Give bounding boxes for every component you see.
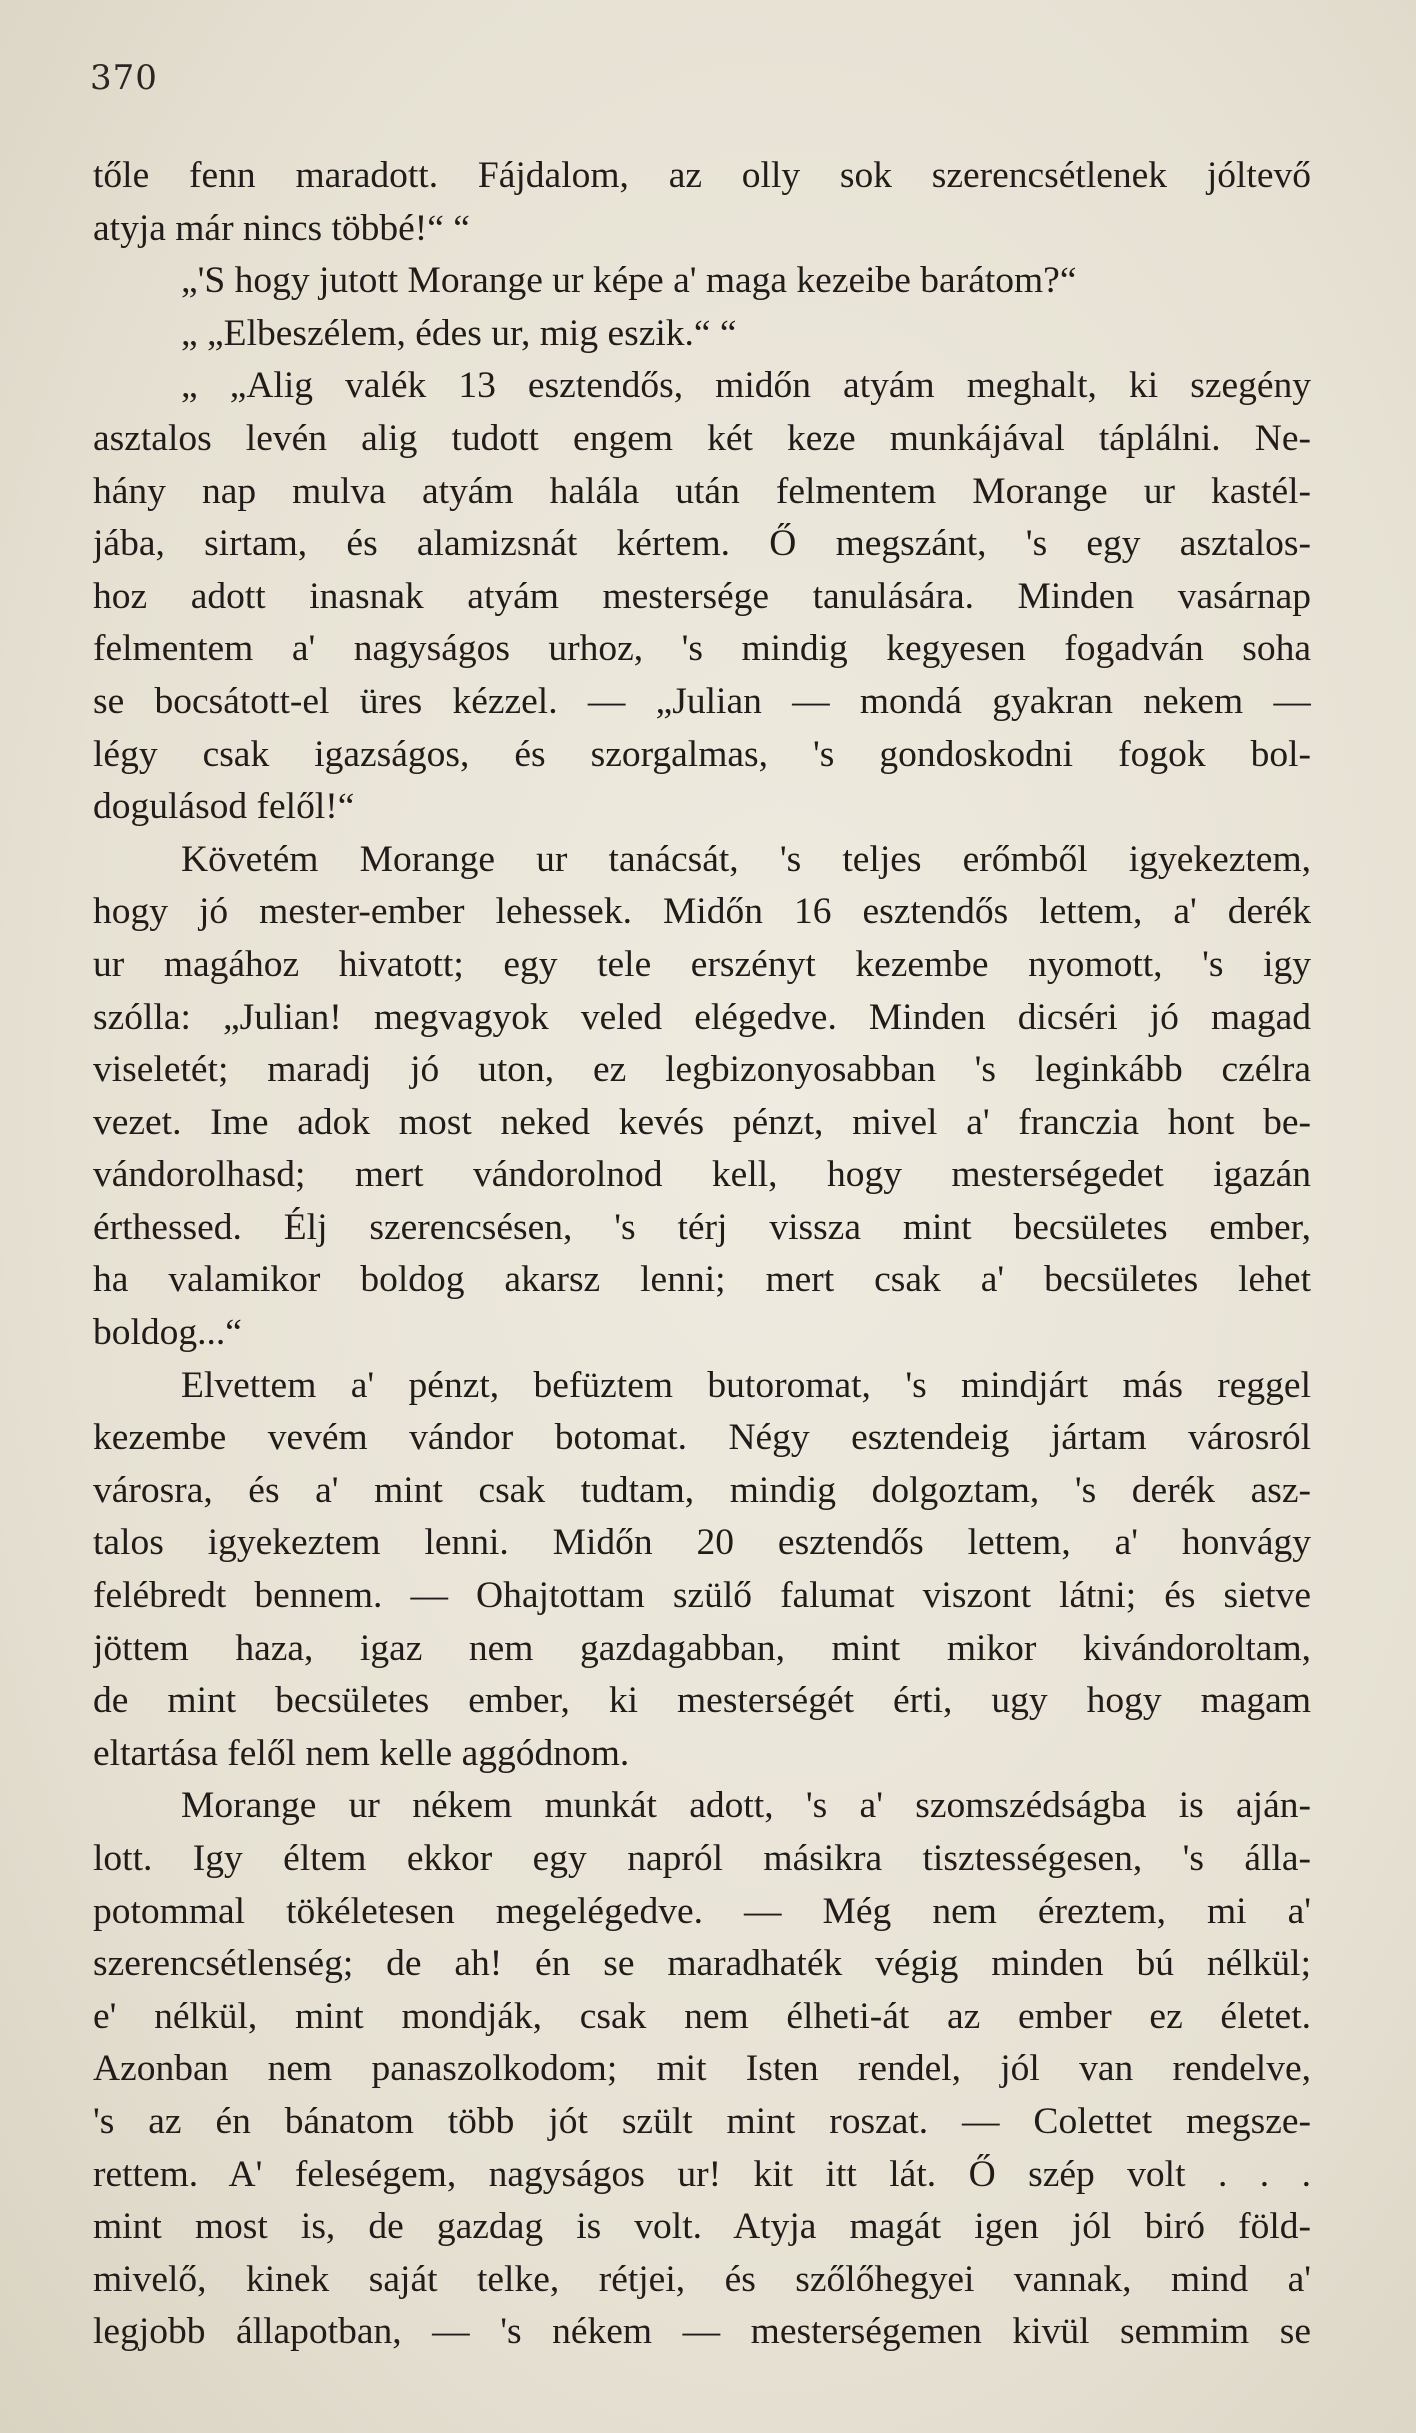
- text-line: lott. Igy éltem ekkor egy napról másikra tisztességesen, 's álla-: [93, 1838, 1311, 1879]
- text-line: Követém Morange ur tanácsát, 's teljes erőmből igyekeztem,: [181, 838, 1311, 880]
- text-line: ha valamikor boldog akarsz lenni; mert csak a' becsületes lehet: [93, 1259, 1311, 1301]
- body-text: [93, 150, 1311, 2359]
- text-line: Elvettem a' pénzt, befüztem butoromat, 's mindjárt más reggel: [181, 1364, 1311, 1406]
- text-line: „ „Alig valék 13 esztendős, midőn atyám meghalt, ki szegény: [181, 365, 1311, 407]
- text-line: mivelő, kinek saját telke, rétjei, és szőlőhegyei vannak, mind a': [93, 2258, 1311, 2300]
- page-number: 370: [90, 58, 158, 98]
- text-line: légy csak igazságos, és szorgalmas, 's gondoskodni fogok bol-: [93, 733, 1311, 775]
- text-line: dogulásod felől!“: [93, 786, 355, 828]
- text-line: legjobb állapotban, — 's nékem — mesterségemen kivül semmim se: [93, 2311, 1311, 2353]
- text-line: talos igyekeztem lenni. Midőn 20 esztendős lettem, a' honvágy: [93, 1522, 1311, 1564]
- text-line: hoz adott inasnak atyám mestersége tanulására. Minden vasárnap: [93, 575, 1311, 617]
- text-line: hogy jó mester-ember lehessek. Midőn 16 esztendős lettem, a' derék: [93, 891, 1311, 933]
- text-line: hány nap mulva atyám halála után felmentem Morange ur kastél-: [93, 470, 1311, 512]
- text-line: de mint becsületes ember, ki mesterségét érti, ugy hogy magam: [93, 1680, 1311, 1722]
- text-line: Azonban nem panaszolkodom; mit Isten rendel, jól van rendelve,: [93, 2048, 1311, 2090]
- text-line: viseletét; maradj jó uton, ez legbizonyosabban 's leginkább czélra: [93, 1049, 1311, 1091]
- text-line: „'S hogy jutott Morange ur képe a' maga kezeibe barátom?“: [181, 260, 1077, 302]
- text-line: jába, sirtam, és alamizsnát kértem. Ő megszánt, 's egy asztalos-: [93, 523, 1311, 565]
- text-line: kezembe vevém vándor botomat. Négy esztendeig jártam városról: [93, 1417, 1311, 1459]
- text-line: vezet. Ime adok most neked kevés pénzt, mivel a' franczia hont be-: [93, 1101, 1311, 1143]
- text-line: atyja már nincs többé!“ “: [93, 207, 470, 249]
- text-line: rettem. A' feleségem, nagyságos ur! kit itt lát. Ő szép volt . . .: [93, 2153, 1311, 2195]
- text-line: felmentem a' nagyságos urhoz, 's mindig kegyesen fogadván soha: [93, 628, 1311, 670]
- text-line: asztalos levén alig tudott engem két keze munkájával táplálni. Ne-: [93, 417, 1311, 459]
- text-line: ur magához hivatott; egy tele erszényt kezembe nyomott, 's igy: [93, 943, 1311, 985]
- text-line: szerencsétlenség; de ah! én se maradhaték végig minden bú nélkül;: [93, 1943, 1311, 1985]
- text-line: e' nélkül, mint mondják, csak nem élheti-át az ember ez életet.: [93, 1995, 1311, 2037]
- text-line: városra, és a' mint csak tudtam, mindig dolgoztam, 's derék asz-: [93, 1469, 1311, 1511]
- text-line: érthessed. Élj szerencsésen, 's térj vissza mint becsületes ember,: [93, 1206, 1311, 1248]
- text-line: eltartása felől nem kelle aggódnom.: [93, 1732, 630, 1774]
- text-line: Morange ur nékem munkát adott, 's a' szomszédságba is aján-: [181, 1785, 1311, 1827]
- text-line: szólla: „Julian! megvagyok veled elégedve. Minden dicséri jó magad: [93, 996, 1311, 1038]
- text-line: se bocsátott-el üres kézzel. — „Julian — mondá gyakran nekem —: [93, 680, 1311, 722]
- text-line: vándorolhasd; mert vándorolnod kell, hogy mesterségedet igazán: [93, 1154, 1311, 1196]
- text-line: boldog...“: [93, 1312, 242, 1354]
- text-line: jöttem haza, igaz nem gazdagabban, mint mikor kivándoroltam,: [93, 1627, 1311, 1669]
- text-line: 's az én bánatom több jót szült mint roszat. — Colettet megsze-: [93, 2100, 1311, 2142]
- text-line: potommal tökéletesen megelégedve. — Még nem éreztem, mi a': [93, 1890, 1311, 1932]
- text-line: mint most is, de gazdag is volt. Atyja magát igen jól biró föld-: [93, 2206, 1311, 2248]
- text-line: „ „Elbeszélem, édes ur, mig eszik.“ “: [181, 312, 737, 354]
- text-line: felébredt bennem. — Ohajtottam szülő falumat viszont látni; és sietve: [93, 1575, 1311, 1617]
- text-line: tőle fenn maradott. Fájdalom, az olly sok szerencsétlenek jóltevő: [93, 155, 1311, 196]
